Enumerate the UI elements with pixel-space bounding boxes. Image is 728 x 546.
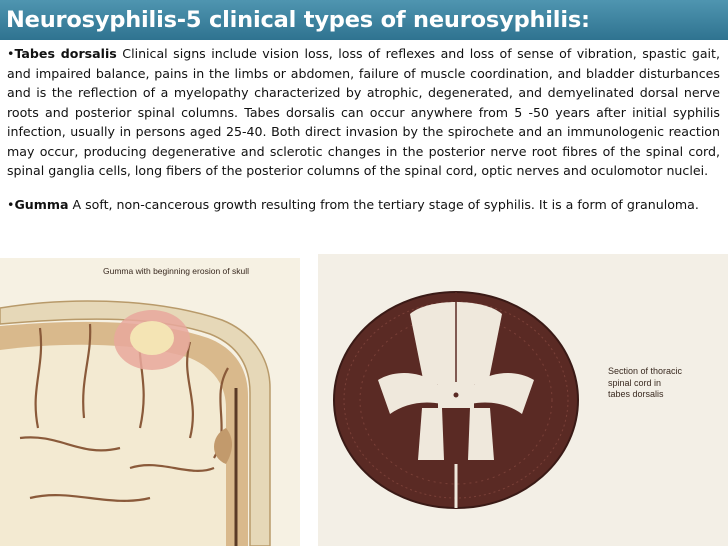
slide-title: Neurosyphilis-5 clinical types of neurosyphilis: [6,7,590,33]
title-bar [0,0,728,40]
right-figure-caption [608,366,708,401]
bullet-term: Tabes dorsalis [14,46,117,61]
bullet-text: A soft, non-cancerous growth resulting from the tertiary stage of syphilis. It is a form of granuloma. [68,196,699,212]
caption-line: tabes dorsalis [608,389,664,399]
bullet-marker: • [7,196,15,212]
caption-line: Section of thoracic [608,366,683,376]
bullet-text: Clinical signs include vision loss, loss of reflexes and loss of sense of vibration, spastic gait, and impaired balance, pains in the limbs or abdomen, failure of muscle coordination, and bladder disturbances and is the reflection of a myelopathy characterized by atrophic, degenerated, and demyelinated dorsal nerve roots and posterior spinal columns. Tabes dorsalis can occur anywhere from 5 -50 years after initial syphilis infection, usually in persons aged 25-40. Both direct invasion by the spirochete and an immunologenic reaction may occur, producing degenerative and sclerotic changes in the posterior nerve root fibres of the spinal cord, spinal ganglia cells, long fibers of the posterior columns of the spinal cord, optic nerves and oculomotor nuclei. [7,46,720,178]
bullet-term: Gumma [14,196,69,212]
left-figure-caption: Gumma with beginning erosion of skull [103,266,249,276]
caption-line: spinal cord in [608,377,662,388]
slide-body [7,44,720,214]
bullet-marker: • [7,46,15,61]
gumma-brain-illustration [0,258,300,546]
gumma-illustration-panel [0,258,300,546]
bullet-tabes-dorsalis [7,44,720,181]
bullet-gumma [7,195,720,215]
